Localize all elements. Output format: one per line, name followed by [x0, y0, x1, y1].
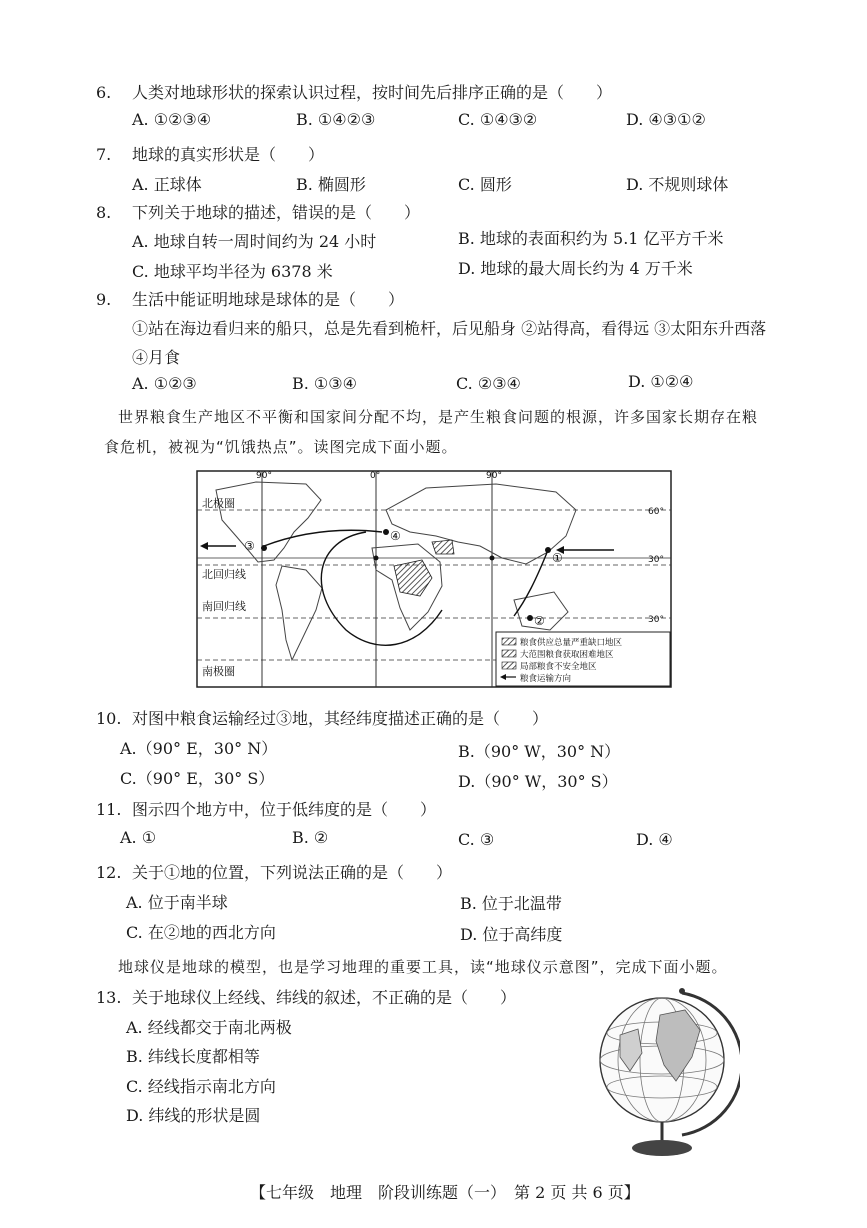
question-text: 关于地球仪上经线、纬线的叙述，不正确的是（ ）: [132, 988, 517, 1007]
option-a: A. 地球自转一周时间约为 24 小时: [132, 232, 377, 251]
option-a: A. ①: [120, 828, 157, 847]
legend-entry: 大范围粮食获取困难地区: [520, 650, 614, 660]
latitude-label: 60°: [648, 507, 664, 517]
option-b: B. ①④②③: [296, 110, 376, 129]
longitude-label: 90°: [256, 471, 272, 481]
question-12: [96, 860, 452, 883]
question-text: 地球的真实形状是（ ）: [132, 145, 325, 164]
question-text: 对图中粮食运输经过③地，其经纬度描述正确的是（ ）: [132, 709, 549, 728]
question-text: 下列关于地球的描述，错误的是（ ）: [132, 203, 421, 222]
question-9-statements-cont: ④月食: [132, 348, 181, 367]
option-a: A. ①②③: [132, 374, 197, 393]
reading-intro: [104, 402, 768, 462]
option-b: B. 位于北温带: [460, 894, 562, 913]
latitude-label: 30°: [648, 555, 664, 565]
legend-entry: 粮食运输方向: [520, 674, 572, 684]
map-point-label: ③: [244, 539, 255, 553]
world-food-map: [196, 470, 672, 688]
map-point-1-dot: [545, 547, 551, 553]
question-number: 13.: [96, 988, 122, 1007]
question-10: [96, 706, 548, 729]
option-c: C. ①④③②: [458, 110, 538, 129]
antarctic-circle-label: 南极圈: [202, 665, 235, 678]
globe-illustration: [590, 985, 740, 1160]
page-footer: 【七年级 地理 阶段训练题（一） 第 2 页 共 6 页】: [250, 1183, 640, 1202]
question-7: [96, 142, 324, 165]
question-8: [96, 200, 420, 223]
tropic-of-capricorn-label: 南回归线: [202, 600, 246, 613]
option-b: B. 纬线长度都相等: [126, 1047, 260, 1066]
arctic-circle-label: 北极圈: [202, 497, 235, 510]
legend-entry: 粮食供应总量严重缺口地区: [520, 638, 623, 648]
legend-entry: 局部粮食不安全地区: [520, 662, 597, 672]
option-c: C. ③: [458, 830, 495, 849]
question-9-statements: ①站在海边看归来的船只，总是先看到桅杆，后见船身 ②站得高，看得远 ③太阳东升西落: [132, 319, 767, 338]
option-b: B. ①③④: [292, 374, 357, 393]
intro-line-1: 世界粮食生产地区不平衡和国家间分配不均，是产生粮食问题的根源，许多国家长期存在粮: [118, 408, 759, 426]
question-13: [96, 985, 516, 1008]
map-point-2-dot: [527, 615, 533, 621]
question-number: 12.: [96, 863, 122, 882]
option-d: D. ④: [636, 830, 673, 849]
option-d: D.（90° W，30° S）: [458, 772, 618, 791]
option-d: D. 纬线的形状是圆: [126, 1106, 261, 1125]
map-point-label: ②: [534, 614, 545, 628]
map-point-label: ①: [552, 551, 563, 565]
question-9: [96, 287, 404, 310]
option-d: D. ④③①②: [626, 110, 706, 129]
question-number: 6.: [96, 83, 112, 102]
option-c: C. ②③④: [456, 374, 521, 393]
map-point-3-dot: [261, 545, 267, 551]
question-number: 11.: [96, 800, 122, 819]
latitude-label: 30°: [648, 615, 664, 625]
question-text: 图示四个地方中，位于低纬度的是（ ）: [132, 800, 437, 819]
option-c: C. 圆形: [458, 175, 512, 194]
question-text: 人类对地球形状的探索认识过程，按时间先后排序正确的是（ ）: [132, 83, 613, 102]
question-text: 关于①地的位置，下列说法正确的是（ ）: [132, 863, 453, 882]
question-6: [96, 80, 612, 103]
intro-2-line-1: 地球仪是地球的模型，也是学习地理的重要工具，读“地球仪示意图”，完成下面小题。: [118, 958, 728, 976]
option-d: D. 位于高纬度: [460, 925, 563, 944]
map-point-4-dot: [383, 529, 389, 535]
option-b: B. ②: [292, 828, 329, 847]
option-d: D. ①②④: [628, 372, 694, 391]
question-text: 生活中能证明地球是球体的是（ ）: [132, 290, 405, 309]
option-a: A. 位于南半球: [126, 893, 228, 912]
longitude-label: 0°: [370, 471, 381, 481]
option-d: D. 地球的最大周长约为 4 万千米: [458, 259, 693, 278]
option-c: C. 经线指示南北方向: [126, 1077, 276, 1096]
question-number: 7.: [96, 145, 112, 164]
option-a: A. ①②③④: [132, 110, 212, 129]
option-b: B. 地球的表面积约为 5.1 亿平方千米: [458, 229, 724, 248]
option-a: A. 正球体: [132, 175, 202, 194]
longitude-label: 90°: [486, 471, 502, 481]
option-c: C. 在②地的西北方向: [126, 923, 276, 942]
option-c: C.（90° E，30° S）: [120, 769, 275, 788]
map-point-label: ④: [390, 529, 401, 543]
option-a: A. 经线都交于南北两极: [126, 1018, 292, 1037]
hunger-region-asia: [432, 540, 454, 554]
question-number: 8.: [96, 203, 112, 222]
tropic-of-cancer-label: 北回归线: [202, 568, 246, 581]
option-b: B. 椭圆形: [296, 175, 366, 194]
option-d: D. 不规则球体: [626, 175, 729, 194]
option-a: A.（90° E，30° N）: [120, 739, 278, 758]
option-c: C. 地球平均半径为 6378 米: [132, 262, 333, 281]
option-b: B.（90° W，30° N）: [458, 742, 621, 761]
question-number: 10.: [96, 709, 122, 728]
reading-intro-2: [118, 952, 818, 982]
question-11: [96, 797, 436, 820]
intro-line-2: 食危机，被视为“饥饿热点”。读图完成下面小题。: [104, 438, 458, 456]
question-number: 9.: [96, 290, 112, 309]
